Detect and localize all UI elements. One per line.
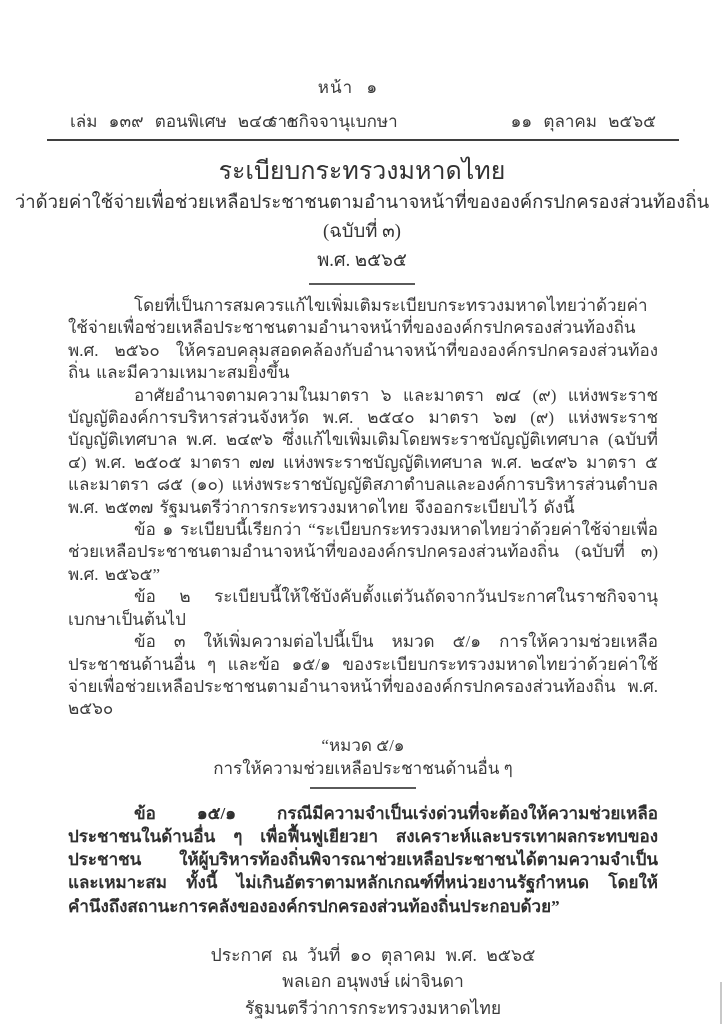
document-year: พ.ศ. ๒๕๖๕ xyxy=(317,251,407,271)
document-title-block xyxy=(0,155,724,276)
clause-3-paragraph: ข้อ ๓ ให้เพิ่มความต่อไปนี้เป็น หมวด ๕/๑ การให้ความช่วยเหลือประชาชนด้านอื่น ๆ และข้อ ๑๕/๑ ของระเบียบกระทรวงมหาดไทยว่าด้วยค่าใช้จ่ายเพื่อช่วยเหลือประชาชนตามอำนาจหน้าที่ขององค์กรปกครองส่วนท้องถิ่น พ.ศ. ๒๕๖๐ xyxy=(68,632,658,719)
preamble-paragraph: โดยที่เป็นการสมควรแก้ไขเพิ่มเติมระเบียบกระทรวงมหาดไทยว่าด้วยค่าใช้จ่ายเพื่อช่วยเหลือประชาชนตามอำนาจหน้าที่ขององค์กรปกครองส่วนท้องถิ่น พ.ศ. ๒๕๖๐ ให้ครอบคลุมสอดคล้องกับอำนาจหน้าที่ขององค์กรปกครองส่วนท้องถิ่น และมีความเหมาะสมยิ่งขึ้น xyxy=(68,296,658,383)
chapter-heading: “หมวด ๕/๑ xyxy=(321,735,405,755)
masthead-date: ๑๑ ตุลาคม ๒๕๖๕ xyxy=(510,112,656,131)
masthead-divider xyxy=(47,139,679,141)
authority-paragraph: อาศัยอำนาจตามความในมาตรา ๖ และมาตรา ๗๔ (๙) แห่งพระราชบัญญัติองค์การบริหารส่วนจังหวัด พ.ศ. ๒๕๔๐ มาตรา ๖๗ (๙) แห่งพระราชบัญญัติเทศบาล พ.ศ. ๒๔๙๖ ซึ่งแก้ไขเพิ่มเติมโดยพระราชบัญญัติเทศบาล (ฉบับที่ ๔) พ.ศ. ๒๕๐๕ มาตรา ๗๗ แห่งพระราชบัญญัติเทศบาล พ.ศ. ๒๔๙๖ มาตรา ๕ และมาตรา ๘๕ (๑๐) แห่งพระราชบัญญัติสภาตำบลและองค์การบริหารส่วนตำบล พ.ศ. ๒๕๓๗ รัฐมนตรีว่าการกระทรวงมหาดไทย จึงออกระเบียบไว้ ดังนี้ xyxy=(68,385,658,517)
clause-15-1-paragraph: ข้อ ๑๕/๑ กรณีมีความจำเป็นเร่งด่วนที่จะต้องให้ความช่วยเหลือประชาชนในด้านอื่น ๆ เพื่อฟื้นฟูเยียวยา สงเคราะห์และบรรเทาผลกระทบของประชาชน ให้ผู้บริหารท้องถิ่นพิจารณาช่วยเหลือประชาชนได้ตามความจำเป็น และเหมาะสม ทั้งนี้ ไม่เกินอัตราตามหลักเกณฑ์ที่หน่วยงานรัฐกำหนด โดยให้คำนึงถึงสถานะการคลังขององค์กรปกครองส่วนท้องถิ่นประกอบด้วย” xyxy=(68,803,658,916)
proclamation-date-line: ประกาศ ณ วันที่ ๑๐ ตุลาคม พ.ศ. ๒๕๖๕ xyxy=(210,944,536,965)
clause-1-paragraph: ข้อ ๑ ระเบียบนี้เรียกว่า “ระเบียบกระทรวงมหาดไทยว่าด้วยค่าใช้จ่ายเพื่อช่วยเหลือประชาชนตามอำนาจหน้าที่ขององค์กรปกครองส่วนท้องถิ่น (ฉบับที่ ๓) พ.ศ. ๒๕๖๕” xyxy=(68,520,658,584)
signer-position: รัฐมนตรีว่าการกระทรวงมหาดไทย xyxy=(244,997,502,1018)
signature-block xyxy=(78,942,668,1022)
chapter-divider xyxy=(310,787,416,789)
chapter-heading-block xyxy=(68,734,658,780)
signer-name: พลเอก อนุพงษ์ เผ่าจินดา xyxy=(282,971,464,992)
document-title: ระเบียบกระทรวงมหาดไทย xyxy=(218,158,506,185)
document-body xyxy=(68,295,658,1021)
masthead-volume: เล่ม ๑๓๙ ตอนพิเศษ ๒๔๔ ง xyxy=(70,112,295,131)
masthead-gazette-name: ราชกิจจานุเบกษา xyxy=(268,112,398,131)
clause-2-paragraph: ข้อ ๒ ระเบียบนี้ให้ใช้บังคับตั้งแต่วันถัดจากวันประกาศในราชกิจจานุเบกษาเป็นต้นไป xyxy=(68,587,658,629)
chapter-title: การให้ความช่วยเหลือประชาชนด้านอื่น ๆ xyxy=(213,758,513,778)
document-subtitle: ว่าด้วยค่าใช้จ่ายเพื่อช่วยเหลือประชาชนตามอำนาจหน้าที่ขององค์กรปกครองส่วนท้องถิ่น (ฉบับที่ ๓) xyxy=(14,193,710,242)
page-number: หน้า ๑ xyxy=(317,78,379,97)
title-divider xyxy=(309,283,415,285)
gazette-masthead xyxy=(0,108,724,135)
